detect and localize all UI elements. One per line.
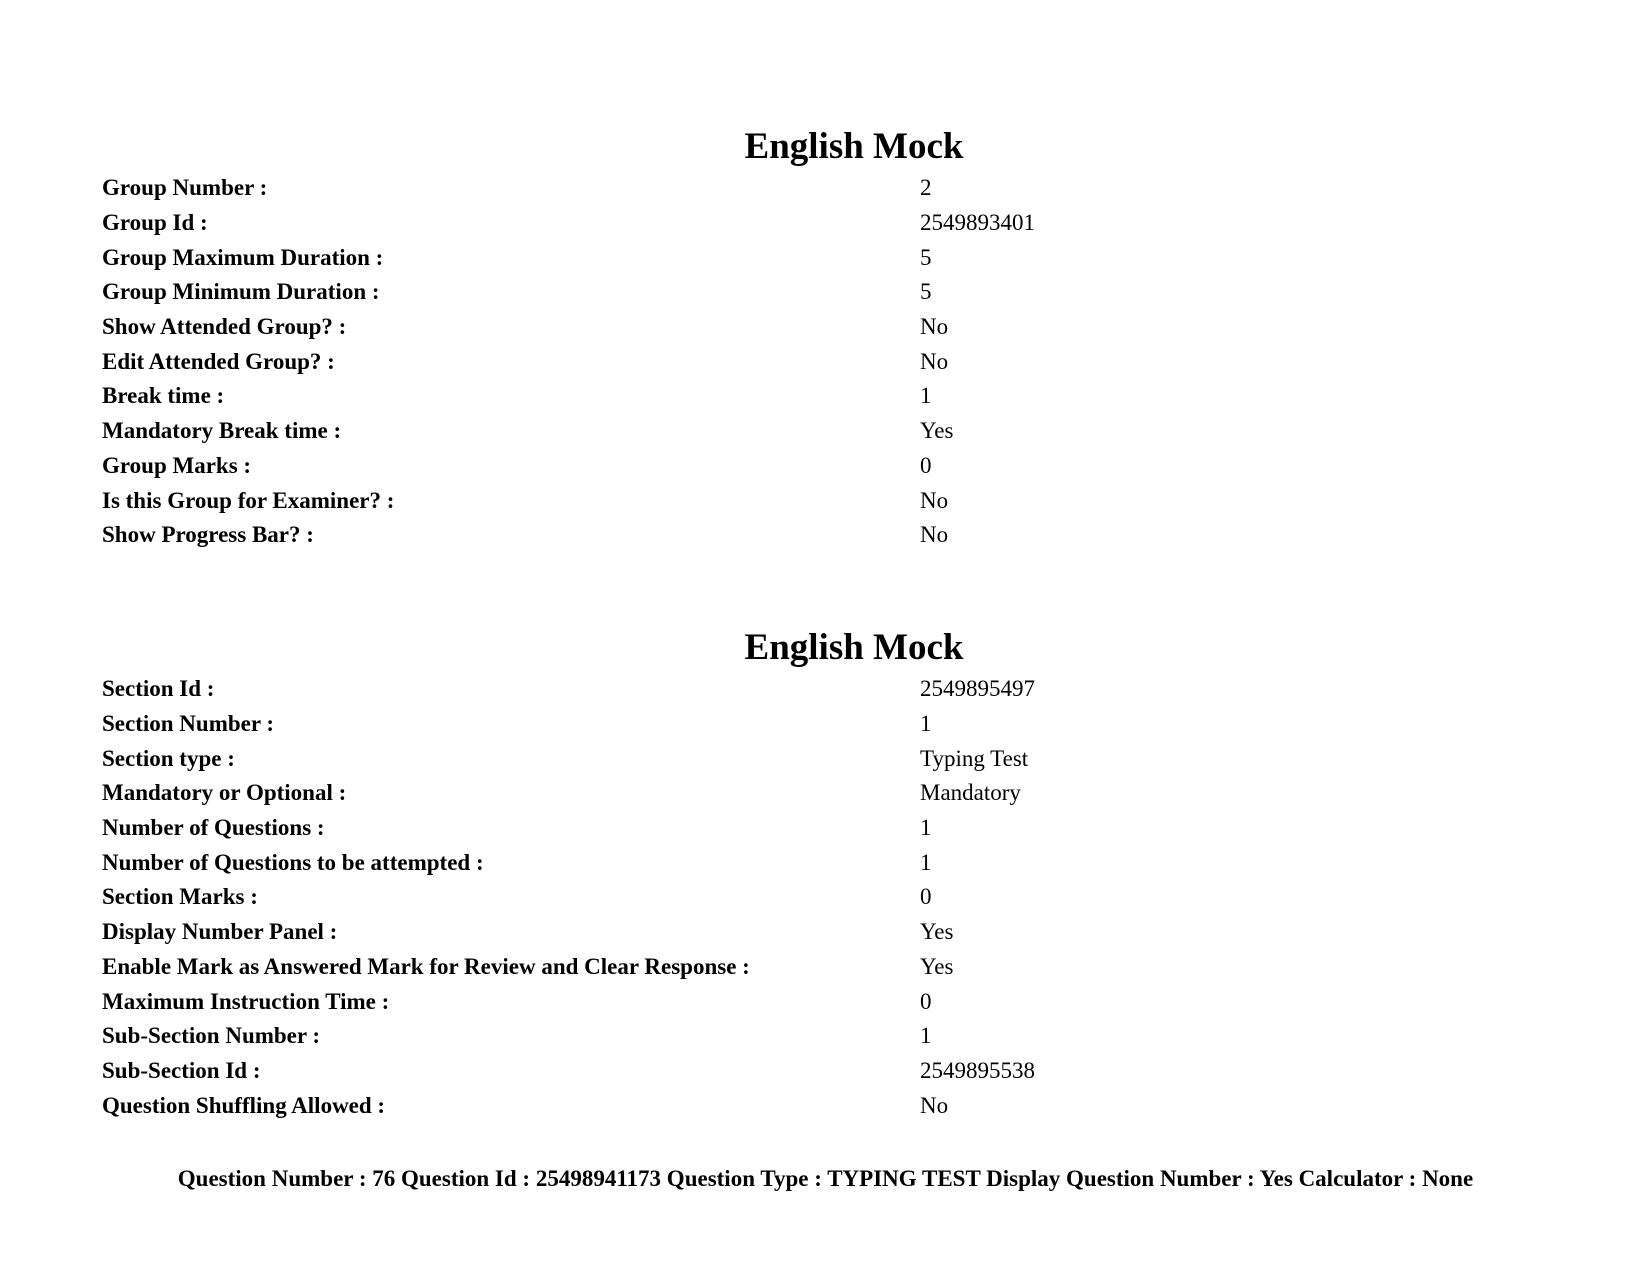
row-label: Section Id : — [102, 676, 215, 702]
row-value: 1 — [920, 711, 932, 737]
question-info-line: Question Number : 76 Question Id : 25498941173 Question Type : TYPING TEST Display Question Number : Yes Calculator : None — [177, 1166, 1474, 1191]
row-value: 0 — [920, 988, 932, 1014]
row-label: Display Number Panel : — [102, 919, 338, 945]
row-label: Group Maximum Duration : — [102, 244, 384, 270]
row-value: 5 — [920, 279, 932, 305]
row-label: Number of Questions to be attempted : — [102, 849, 484, 875]
info-row — [102, 1019, 1582, 1054]
row-label: Section type : — [102, 745, 235, 771]
row-value: 2549895538 — [920, 1057, 1035, 1083]
row-value: 0 — [920, 452, 932, 478]
row-label: Section Marks : — [102, 884, 258, 910]
row-value: 1 — [920, 849, 932, 875]
section-title: English Mock — [744, 627, 964, 668]
row-label: Group Minimum Duration : — [102, 279, 380, 305]
info-row — [102, 414, 1582, 449]
info-row — [102, 672, 1582, 707]
row-value: No — [920, 314, 949, 340]
row-value: 1 — [920, 1023, 932, 1049]
row-value: Yes — [920, 953, 954, 979]
info-row — [102, 1054, 1582, 1089]
info-row — [102, 206, 1582, 241]
row-label: Sub-Section Id : — [102, 1057, 261, 1083]
info-row — [102, 845, 1582, 880]
row-label: Number of Questions : — [102, 815, 325, 841]
row-label: Enable Mark as Answered Mark for Review and Clear Response : — [102, 953, 750, 979]
info-row — [102, 950, 1582, 985]
info-row — [102, 518, 1582, 553]
info-row — [102, 344, 1582, 379]
row-value: 5 — [920, 244, 932, 270]
row-value: 2549895497 — [920, 676, 1035, 702]
row-value: 1 — [920, 815, 932, 841]
info-row — [102, 880, 1582, 915]
group-title: English Mock — [744, 126, 964, 167]
row-label: Sub-Section Number : — [102, 1023, 321, 1049]
info-row — [102, 449, 1582, 484]
row-value: No — [920, 522, 949, 548]
row-label: Show Progress Bar? : — [102, 522, 314, 548]
row-label: Group Marks : — [102, 452, 252, 478]
info-row — [102, 776, 1582, 811]
row-label: Question Shuffling Allowed : — [102, 1092, 386, 1118]
info-row — [102, 483, 1582, 518]
info-row — [102, 379, 1582, 414]
row-value: Yes — [920, 418, 954, 444]
row-label: Show Attended Group? : — [102, 314, 347, 340]
row-label: Mandatory Break time : — [102, 418, 342, 444]
row-value: No — [920, 487, 949, 513]
row-label: Section Number : — [102, 711, 275, 737]
info-row — [102, 915, 1582, 950]
row-value: No — [920, 1092, 949, 1118]
row-value: No — [920, 348, 949, 374]
row-label: Maximum Instruction Time : — [102, 988, 390, 1014]
row-value: Mandatory — [920, 780, 1021, 806]
info-row — [102, 811, 1582, 846]
row-value: Yes — [920, 919, 954, 945]
row-label: Break time : — [102, 383, 225, 409]
row-value: Typing Test — [920, 745, 1029, 771]
info-row — [102, 240, 1582, 275]
info-row — [102, 275, 1582, 310]
row-label: Mandatory or Optional : — [102, 780, 347, 806]
info-row — [102, 171, 1582, 206]
row-value: 2 — [920, 175, 932, 201]
row-label: Is this Group for Examiner? : — [102, 487, 395, 513]
row-label: Group Number : — [102, 175, 268, 201]
info-row — [102, 984, 1582, 1019]
info-row — [102, 741, 1582, 776]
group-details-block — [102, 125, 1582, 553]
info-row — [102, 707, 1582, 742]
info-row — [102, 1088, 1582, 1123]
row-label: Group Id : — [102, 210, 208, 236]
row-label: Edit Attended Group? : — [102, 348, 335, 374]
row-value: 0 — [920, 884, 932, 910]
row-value: 1 — [920, 383, 932, 409]
info-row — [102, 310, 1582, 345]
section-details-block — [102, 626, 1582, 1123]
row-value: 2549893401 — [920, 210, 1035, 236]
